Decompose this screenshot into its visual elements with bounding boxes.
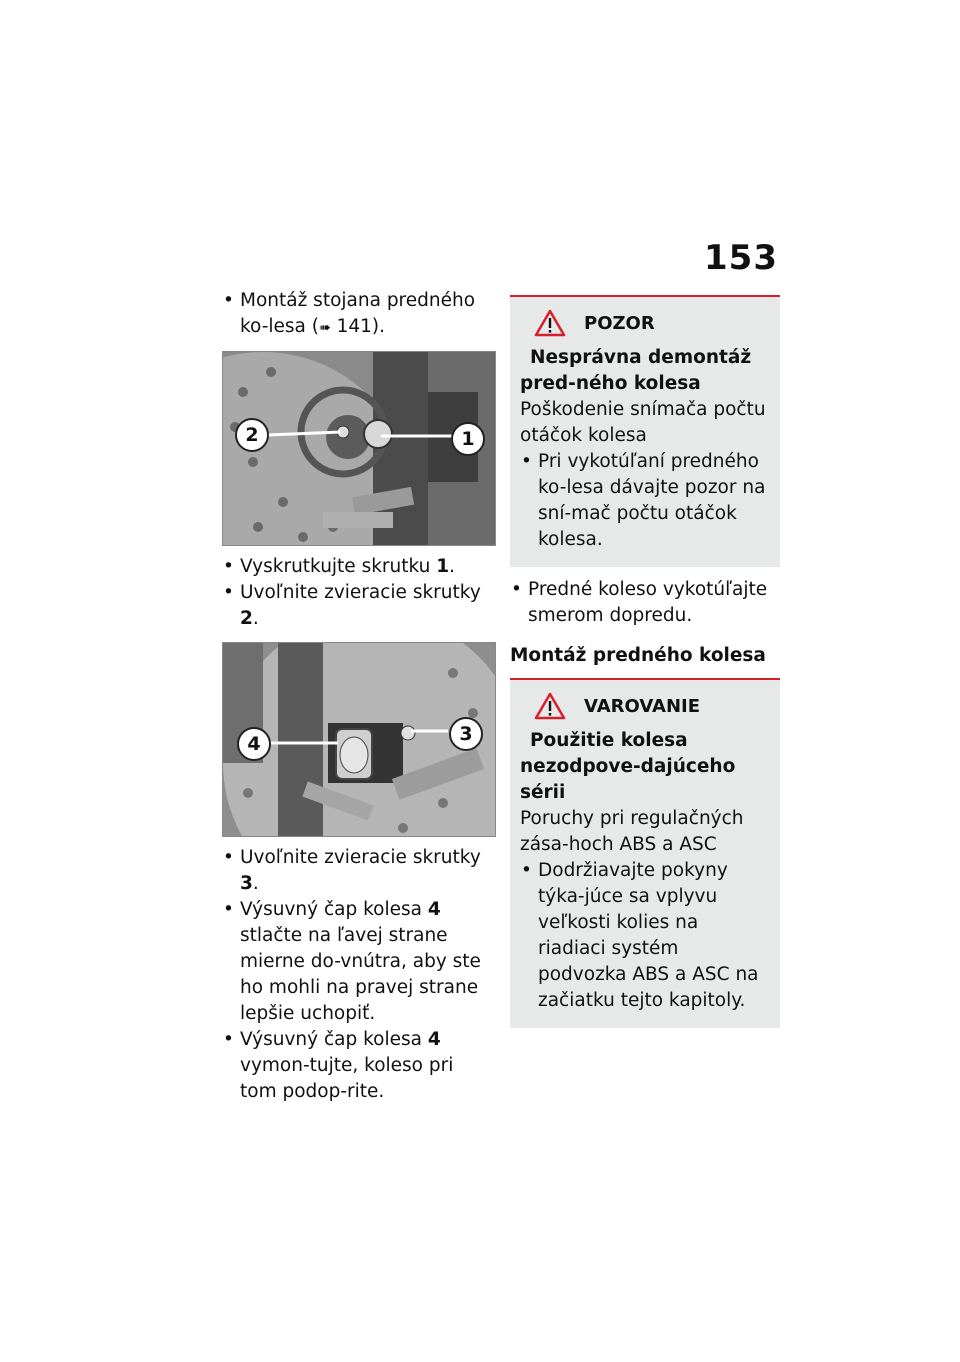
warning-box — [510, 678, 780, 1028]
section-title: Montáž predného kolesa — [510, 645, 766, 666]
list-item: • Vyskrutkujte skrutku 1. — [223, 556, 456, 577]
caution-box — [510, 295, 780, 567]
figure-wheel-axle-2 — [222, 642, 496, 837]
warning-text: Poruchy pri regulačných zása-hoch ABS a ASC — [520, 808, 744, 855]
warning-title: VAROVANIE — [584, 695, 701, 717]
list-item: • Výsuvný čap kolesa 4 stlačte na ľavej strane mierne do-vnútra, aby ste ho mohli na pravej strane lepšie uchopiť. — [223, 899, 481, 1024]
list-item: • Predné koleso vykotúľajte smerom dopredu. — [511, 579, 768, 626]
right-column — [510, 295, 780, 1028]
figure-wheel-axle-1 — [222, 351, 496, 546]
warning-triangle-icon — [534, 692, 566, 720]
warning-triangle-icon — [534, 309, 566, 337]
caution-subtitle: Nesprávna demontáž pred-ného kolesa — [520, 347, 752, 394]
list-item: • Uvoľnite zvieracie skrutky 3. — [223, 847, 481, 894]
callout-4: 4 — [237, 727, 271, 761]
list-item: • Montáž stojana predného ko-lesa (➠ 141). — [223, 290, 476, 337]
warning-bullet: • Dodržiavajte pokyny týka-júce sa vplyvu veľkosti kolies na riadiaci systém podvozka ABS a ASC na začiatku tejto kapitoly. — [521, 860, 759, 1011]
callout-2: 2 — [235, 418, 269, 452]
left-column — [222, 288, 494, 1105]
arrow-right-icon: ➠ — [319, 320, 331, 336]
list-item: • Výsuvný čap kolesa 4 vymon-tujte, koleso pri tom podop-rite. — [223, 1029, 454, 1102]
callout-1: 1 — [451, 422, 485, 456]
warning-subtitle: Použitie kolesa nezodpove-dajúceho sérii — [520, 730, 736, 803]
caution-title: POZOR — [584, 312, 655, 334]
list-item: • Uvoľnite zvieracie skrutky 2. — [223, 582, 481, 629]
callout-3: 3 — [449, 717, 483, 751]
caution-bullet: • Pri vykotúľaní predného ko-lesa dávajte pozor na sní-mač počtu otáčok kolesa. — [521, 451, 766, 550]
page-number: 153 — [704, 238, 778, 278]
caution-text: Poškodenie snímača počtu otáčok kolesa — [520, 399, 766, 446]
